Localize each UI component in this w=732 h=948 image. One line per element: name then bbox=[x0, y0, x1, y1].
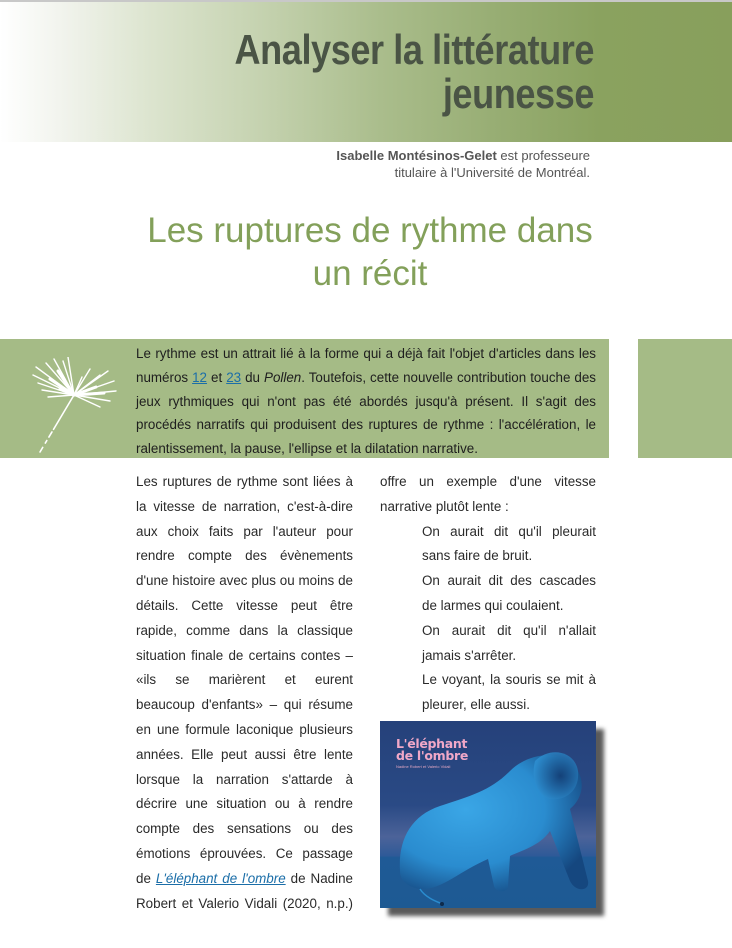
header-band bbox=[0, 2, 732, 142]
journal-name: Pollen bbox=[264, 369, 302, 385]
body-paragraph: Les ruptures de rythme sont liées à la vitesse de narration, c'est-à-dire aux choix faits par l'auteur pour rendre compte des évènements d'une histoire avec plus ou moins de détails. Cette vitesse peut être rapide, comme dans la classique situation finale de certains contes – «ils se marièrent et eurent beaucoup d'enfants» – qui résume en une formule laconique plusieurs années. Elle peut aussi être lente lorsque la narration s'attarde à décrire une situation ou à rendre compte des sensations ou des émotions éprouvées. Ce passage de L'éléphant de l'ombre de Nadine Robert et Valerio Vidali (2020, n.p.) bbox=[136, 474, 353, 911]
quote-line: On aurait dit qu'il n'allait jamais s'arrêter. bbox=[422, 622, 596, 663]
series-title bbox=[147, 28, 594, 116]
book-link[interactable]: L'éléphant de l'ombre bbox=[155, 870, 286, 886]
book-quote bbox=[422, 520, 596, 718]
author-name: Isabelle Montésinos-Gelet bbox=[336, 148, 497, 163]
body-column-left bbox=[136, 470, 353, 916]
quote-line: On aurait dit des cascades de larmes qui coulaient. bbox=[422, 573, 596, 613]
quote-line: Le voyant, la souris se mit à pleurer, elle aussi. bbox=[422, 672, 596, 713]
cover-authors: Nadine Robert et Valerio Vidali bbox=[396, 764, 451, 769]
article-title bbox=[120, 209, 620, 295]
side-decor-block bbox=[638, 339, 732, 458]
quote-line: On aurait dit qu'il pleurait sans faire de bruit. bbox=[422, 523, 596, 564]
author-bio-part2: titulaire à l'Université de Montréal. bbox=[394, 165, 590, 180]
intro-paragraph: Le rythme est un attrait lié à la forme qui a déjà fait l'objet d'articles dans les numéros 12 et 23 du Pollen. Toutefois, cette nouvelle contribution touche des jeux rythmiques qui n'ont pas été abordés jusqu'à présent. Il s'agit des procédés narratifs qui produisent des ruptures de rythme : l'accélération, le ralentissement, la pause, l'ellipse et la dilatation narrative. bbox=[136, 346, 596, 457]
author-bio-part1: est professeure bbox=[496, 148, 590, 163]
dandelion-seed-icon bbox=[30, 357, 120, 457]
issue-23-link[interactable]: 23 bbox=[226, 369, 242, 385]
book-cover-figure bbox=[380, 721, 596, 908]
body-paragraph-continued: offre un exemple d'une vitesse narrative plutôt lente : bbox=[380, 474, 596, 514]
cover-title: L'éléphant de l'ombre bbox=[396, 736, 469, 763]
series-title-line1: Analyser la littérature bbox=[234, 26, 594, 73]
intro-box bbox=[0, 339, 609, 458]
body-column-right bbox=[380, 470, 596, 718]
article-title-line1: Les ruptures de rythme dans bbox=[147, 211, 593, 250]
author-note bbox=[190, 147, 590, 181]
issue-12-link[interactable]: 12 bbox=[192, 369, 208, 385]
article-title-line2: un récit bbox=[312, 254, 428, 293]
book-cover-image bbox=[380, 721, 596, 908]
series-title-line2: jeunesse bbox=[442, 70, 594, 117]
